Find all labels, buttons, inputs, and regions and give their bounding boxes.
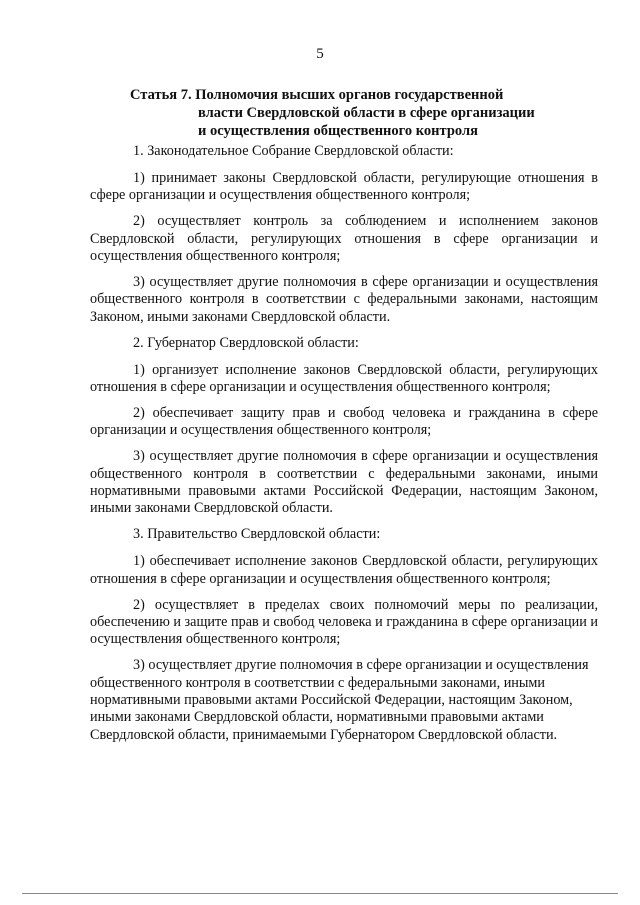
list-item: 3) осуществляет другие полномочия в сфере организации и осуществления общественного контроля в соответствии с федеральными законами, настоящим Законом, иными законами Свердловской области.: [90, 273, 598, 325]
section-heading-legislative-assembly: 1. Законодательное Собрание Свердловской области:: [133, 143, 454, 159]
list-item: 3) осуществляет другие полномочия в сфере организации и осуществления общественного контроля в соответствии с федеральными законами, иными нормативными правовыми актами Российской Федерации, настоящим Законом, иными законами Свердловской области, нормативными правовыми актами Свердловской области, принимаемыми Губернатором Свердловской области.: [90, 657, 589, 743]
list-item: 1) организует исполнение законов Свердловской области, регулирующих отношения в сфере организации и осуществления общественного контроля;: [90, 361, 598, 395]
page-number: 5: [316, 46, 324, 62]
bottom-divider: [22, 893, 618, 894]
article-heading: [130, 86, 600, 140]
list-item: 2) осуществляет в пределах своих полномочий меры по реализации, обеспечению и защите прав и свобод человека и гражданина в сфере организации и осуществления общественного контроля;: [90, 596, 598, 648]
list-item: 1) обеспечивает исполнение законов Свердловской области, регулирующих отношения в сфере организации и осуществления общественного контроля;: [90, 553, 598, 587]
article-body: [90, 143, 598, 753]
article-heading-line: Статья 7. Полномочия высших органов государственной: [130, 87, 504, 103]
list-item: 2) обеспечивает защиту прав и свобод человека и гражданина в сфере организации и осуществления общественного контроля;: [90, 404, 598, 439]
section-heading-governor: 2. Губернатор Свердловской области:: [133, 334, 359, 351]
list-item: 3) осуществляет другие полномочия в сфере организации и осуществления общественного контроля в соответствии с федеральными законами, иными нормативными правовыми актами Российской Федерации, настоящим Законом, иными законами Свердловской области.: [90, 448, 598, 517]
section-heading-government: 3. Правительство Свердловской области:: [133, 526, 381, 543]
list-item: 2) осуществляет контроль за соблюдением и исполнением законов Свердловской области, регулирующих отношения в сфере организации и осуществления общественного контроля;: [90, 213, 598, 265]
article-heading-line: власти Свердловской области в сфере организации: [198, 105, 535, 121]
list-item: 1) принимает законы Свердловской области, регулирующие отношения в сфере организации и осуществления общественного контроля;: [90, 169, 598, 204]
article-heading-line: и осуществления общественного контроля: [198, 123, 478, 139]
